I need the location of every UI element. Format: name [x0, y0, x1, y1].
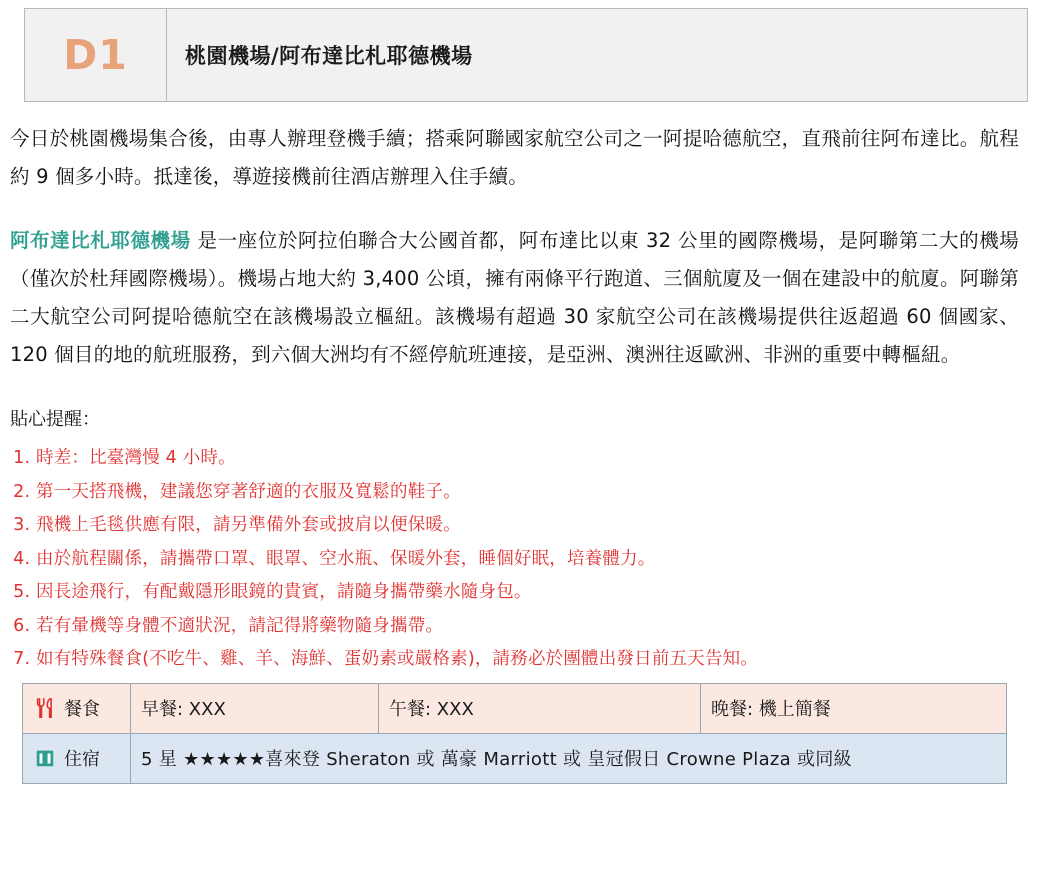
hotel-icon — [33, 746, 57, 770]
breakfast-cell: 早餐: XXX — [131, 683, 379, 733]
list-item: 1. 時差：比臺灣慢 4 小時。 — [36, 442, 1019, 476]
meal-label: 餐食 — [64, 699, 100, 720]
day-badge-cell — [25, 9, 167, 101]
list-item: 5. 因長途飛行，有配戴隱形眼鏡的貴賓，請隨身攜帶藥水隨身包。 — [36, 576, 1019, 610]
fork-knife-icon — [33, 696, 57, 720]
intro-paragraph: 今日於桃園機場集合後，由專人辦理登機手續；搭乘阿聯國家航空公司之一阿提哈德航空，直飛前往阿布達比。航程約 9 個多小時。抵達後，導遊接機前往酒店辦理入住手續。 — [10, 127, 1019, 188]
itinerary-content — [6, 120, 1033, 677]
table-row — [23, 733, 1007, 783]
list-item: 4. 由於航程關係，請攜帶口罩、眼罩、空水瓶、保暖外套，睡個好眠，培養體力。 — [36, 543, 1019, 577]
list-item: 7. 如有特殊餐食(不吃牛、雞、羊、海鮮、蛋奶素或嚴格素)，請務必於團體出發日前五天告知。 — [36, 643, 1019, 677]
stay-value-cell: 5 星 ★★★★★喜來登 Sheraton 或 萬豪 Marriott 或 皇冠假日 Crowne Plaza 或同級 — [131, 733, 1007, 783]
stay-label: 住宿 — [64, 749, 100, 770]
list-item: 3. 飛機上毛毯供應有限，請另準備外套或披肩以便保暖。 — [36, 509, 1019, 543]
airport-description-paragraph — [10, 222, 1019, 374]
stay-label-cell — [23, 733, 131, 783]
lunch-cell: 午餐: XXX — [379, 683, 701, 733]
meal-stay-table — [22, 683, 1007, 784]
day-header — [24, 8, 1028, 102]
meal-label-cell — [23, 683, 131, 733]
reminders-heading: 貼心提醒： — [10, 409, 100, 430]
airport-name-highlight: 阿布達比札耶德機場 — [10, 229, 191, 252]
dinner-cell: 晚餐: 機上簡餐 — [701, 683, 1007, 733]
reminders-list — [10, 442, 1019, 677]
list-item: 6. 若有暈機等身體不適狀況，請記得將藥物隨身攜帶。 — [36, 610, 1019, 644]
list-item: 2. 第一天搭飛機，建議您穿著舒適的衣服及寬鬆的鞋子。 — [36, 476, 1019, 510]
table-row — [23, 683, 1007, 733]
day-badge: D1 — [63, 30, 128, 79]
page-title: 桃園機場/阿布達比札耶德機場 — [185, 44, 473, 68]
airport-description-text: 是一座位於阿拉伯聯合大公國首都，阿布達比以東 32 公里的國際機場，是阿聯第二大的機場（僅次於杜拜國際機場）。機場占地大約 3,400 公頃，擁有兩條平行跑道、三個航廈及一個在建設中的航廈。阿聯第二大航空公司阿提哈德航空在該機場設立樞紐。該機場有超過 30 家航空公司在該機場提供往返超過 60 個國家、120 個目的地的航班服務，到六個大洲均有不經停航班連接，是亞洲、澳洲往返歐洲、非洲的重要中轉樞紐。 — [10, 229, 1019, 366]
